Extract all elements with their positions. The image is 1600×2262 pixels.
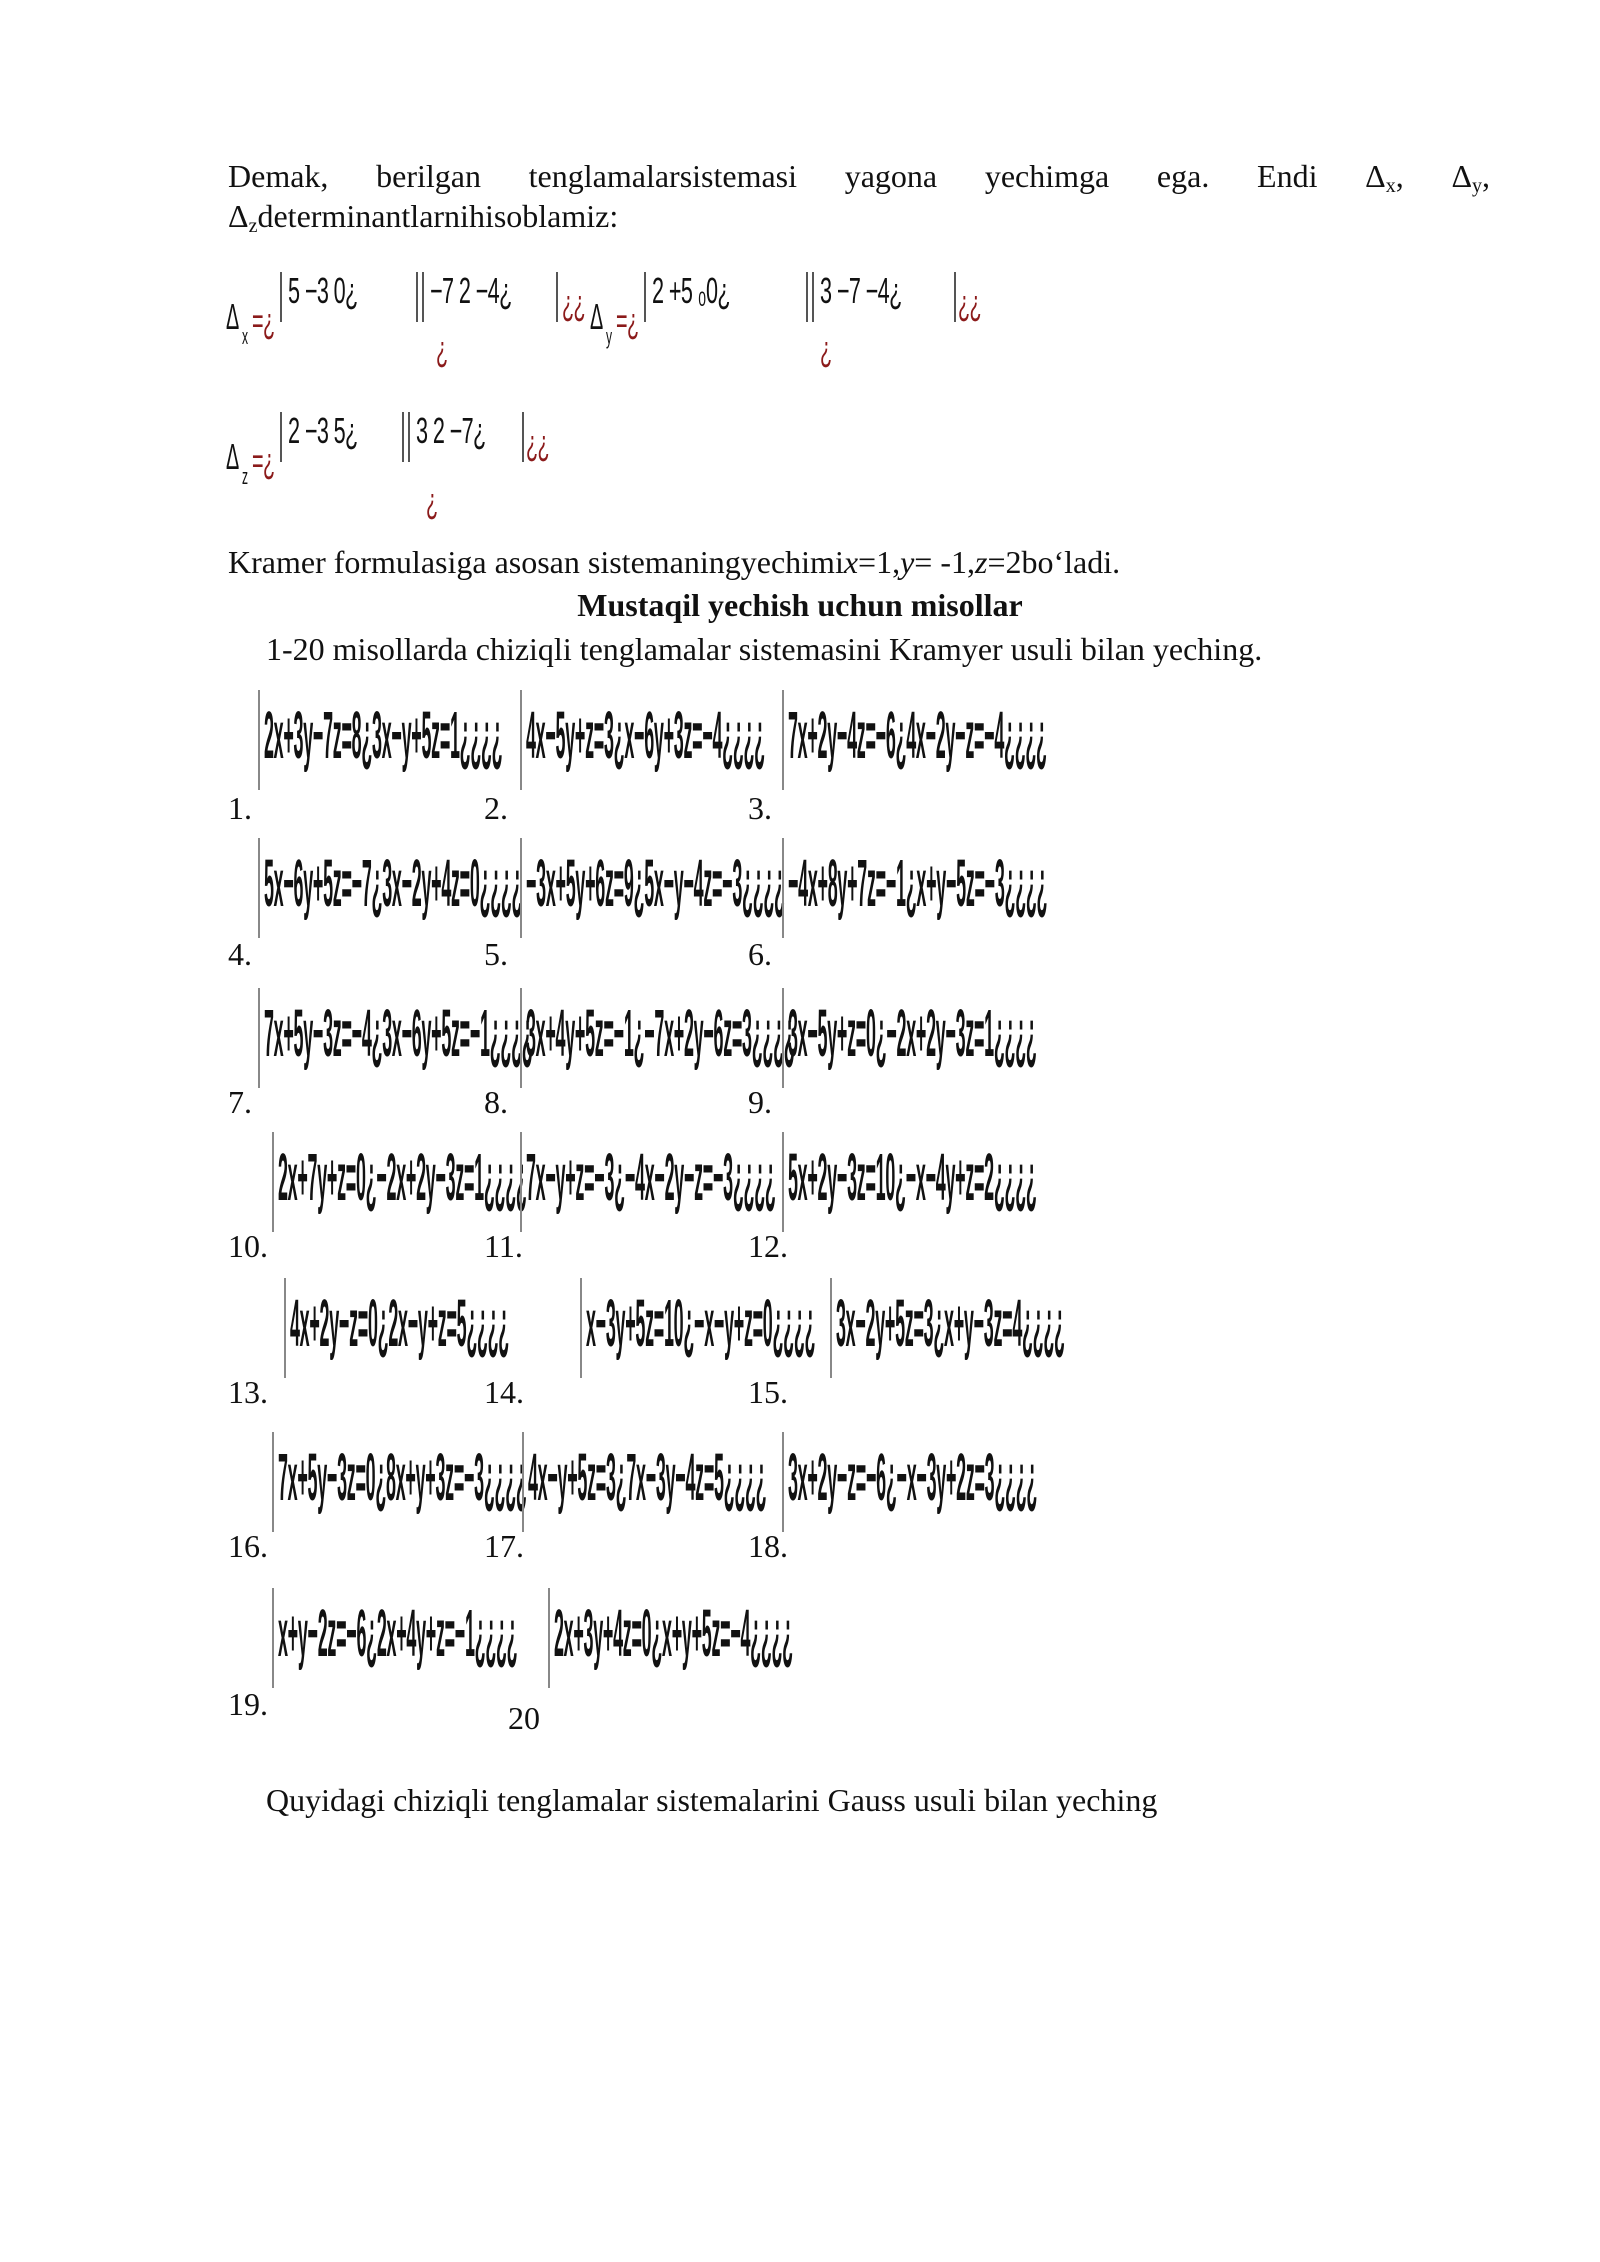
exercise-equation	[520, 690, 782, 790]
exercise-equation	[782, 988, 1044, 1088]
dy-tail: ¿¿	[958, 282, 982, 323]
dy-row-2: 3 −7 −4¿	[820, 270, 902, 311]
equation-text: 4x−5y+z=3¿x−6y+3z=−4¿¿¿¿	[526, 697, 765, 773]
dz-eq: =¿	[252, 440, 275, 481]
word: berilgan	[376, 158, 481, 194]
exercise-equation	[522, 1432, 784, 1532]
dz-label: Δ	[226, 436, 239, 477]
equation-text: 2x+3y−7z=8¿3x−y+5z=1¿¿¿¿	[264, 697, 503, 773]
exercise-number: 9.	[748, 1084, 772, 1120]
exercise-equation	[830, 1278, 1092, 1378]
determinant-dx	[226, 260, 606, 390]
exercise-equation	[782, 1132, 1044, 1232]
exercise-equation	[548, 1588, 810, 1688]
word: tenglamalarsistemasi	[528, 158, 798, 194]
dx-tail: ¿¿	[562, 282, 586, 323]
section-heading: Mustaqil yechish uchun misollar	[577, 587, 1023, 623]
exercise-equation	[520, 838, 785, 938]
exercise-number: 20	[508, 1700, 540, 1736]
exercise-number: 11.	[484, 1228, 523, 1264]
equation-text: −3x+5y+6z=9¿5x−y−4z=−3¿¿¿¿	[526, 845, 785, 921]
exercise-equation	[782, 838, 1048, 938]
dy-sub: y	[606, 324, 612, 349]
solution-line: Kramer formulasiga asosan sistemaningyechimix=1,y= -1,z=2bo‘ladi.	[228, 544, 1121, 580]
exercise-equation	[258, 838, 523, 938]
equation-text: 2x+7y+z=0¿−2x+2y−3z=1¿¿¿¿	[278, 1139, 527, 1215]
equation-text: 7x−y+z=−3¿−4x−2y−z=−3¿¿¿¿	[526, 1139, 776, 1215]
intro-line-2: $\Delta_zdeterminantlarnihisoblamiz$:	[228, 198, 619, 237]
exercise-number: 18.	[748, 1528, 788, 1564]
exercise-number: 12.	[748, 1228, 788, 1264]
word: Endi	[1257, 158, 1318, 194]
instruction-line: 1-20 misollarda chiziqli tenglamalar sistemasini Kramyer usuli bilan yeching.	[266, 631, 1263, 667]
dx-row-1: 5 −3 0¿	[288, 270, 358, 311]
word: yechimga	[984, 158, 1110, 194]
equation-text: x−3y+5z=10¿−x−y+z=0¿¿¿¿	[586, 1285, 816, 1361]
dx-mark: ¿	[436, 328, 448, 369]
dy-row-1: 2 +5 ₀0¿	[652, 270, 731, 311]
exercise-number: 7.	[228, 1084, 252, 1120]
equation-text: 7x+5y−3z=0¿8x+y+3z=−3¿¿¿¿	[278, 1439, 527, 1515]
dy-eq: =¿	[616, 300, 639, 341]
word: Demak,	[228, 158, 329, 194]
equation-text: 4x−y+5z=3¿7x−3y−4z=5¿¿¿¿	[528, 1439, 767, 1515]
exercise-number: 3.	[748, 790, 772, 826]
delta-y-ref: $\Delta_y$,	[1451, 158, 1491, 197]
exercise-equation	[272, 1432, 534, 1532]
exercise-equation	[272, 1588, 534, 1688]
dx-eq: =¿	[252, 300, 275, 341]
delta-x-ref: $\Delta_x$,	[1365, 158, 1404, 197]
exercise-equation	[258, 690, 520, 790]
exercise-number: 17.	[484, 1528, 524, 1564]
equation-text: 3x−5y+z=0¿−2x+2y−3z=1¿¿¿¿	[788, 995, 1037, 1071]
equation-text: −4x+8y+7z=−1¿x+y−5z=−3¿¿¿¿	[788, 845, 1048, 921]
equation-text: 3x+4y+5z=−1¿−7x+2y−6z=3¿¿¿¿	[526, 995, 795, 1071]
equation-text: 7x+2y−4z=−6¿4x−2y−z=−4¿¿¿¿	[788, 697, 1047, 773]
exercise-number: 2.	[484, 790, 508, 826]
exercise-number: 10.	[228, 1228, 268, 1264]
exercise-number: 15.	[748, 1374, 788, 1410]
exercise-number: 1.	[228, 790, 252, 826]
equation-text: 2x+3y+4z=0¿x+y+5z=−4¿¿¿¿	[554, 1595, 793, 1671]
determinant-dz	[226, 400, 646, 530]
exercise-number: 19.	[228, 1686, 268, 1722]
exercise-number: 14.	[484, 1374, 524, 1410]
exercise-equation	[580, 1278, 842, 1378]
dy-mark: ¿	[820, 328, 832, 369]
exercise-number: 6.	[748, 936, 772, 972]
exercise-equation	[258, 988, 533, 1088]
exercise-number: 16.	[228, 1528, 268, 1564]
equation-text: 3x−2y+5z=3¿x+y−3z=4¿¿¿¿	[836, 1285, 1065, 1361]
dz-mark: ¿	[426, 480, 438, 521]
dz-tail: ¿¿	[526, 422, 550, 463]
exercise-equation	[782, 1432, 1044, 1532]
equation-text: 4x+2y−z=0¿2x−y+z=5¿¿¿¿	[290, 1285, 509, 1361]
dz-sub: z	[242, 464, 248, 489]
exercise-equation	[520, 988, 795, 1088]
exercise-number: 8.	[484, 1084, 508, 1120]
word: ega.	[1156, 158, 1210, 194]
equation-text: x+y−2z=−6¿2x+4y+z=−1¿¿¿¿	[278, 1595, 518, 1671]
dx-label: Δ	[226, 296, 239, 337]
exercise-number: 13.	[228, 1374, 268, 1410]
equation-text: 3x+2y−z=−6¿−x−3y+2z=3¿¿¿¿	[788, 1439, 1038, 1515]
equation-text: 5x−6y+5z=−7¿3x−2y+4z=0¿¿¿¿	[264, 845, 523, 921]
dz-row-2: 3 2 −7¿	[416, 410, 486, 451]
exercise-equation	[782, 690, 1047, 790]
determinant-dy	[590, 260, 1010, 390]
equation-text: 7x+5y−3z=−4¿3x−6y+5z=−1¿¿¿¿	[264, 995, 533, 1071]
exercise-equation	[284, 1278, 546, 1378]
dz-row-1: 2 −3 5¿	[288, 410, 358, 451]
exercise-number: 5.	[484, 936, 508, 972]
dx-row-2: −7 2 −4¿	[430, 270, 512, 311]
gauss-instruction: Quyidagi chiziqli tenglamalar sistemalarini Gauss usuli bilan yeching	[266, 1782, 1158, 1818]
dy-label: Δ	[590, 296, 603, 337]
equation-text: 5x+2y−3z=10¿−x−4y+z=2¿¿¿¿	[788, 1139, 1037, 1215]
exercise-number: 4.	[228, 936, 252, 972]
word: yagona	[844, 158, 938, 194]
exercise-equation	[272, 1132, 534, 1232]
exercise-equation	[520, 1132, 782, 1232]
dx-sub: x	[242, 324, 248, 349]
